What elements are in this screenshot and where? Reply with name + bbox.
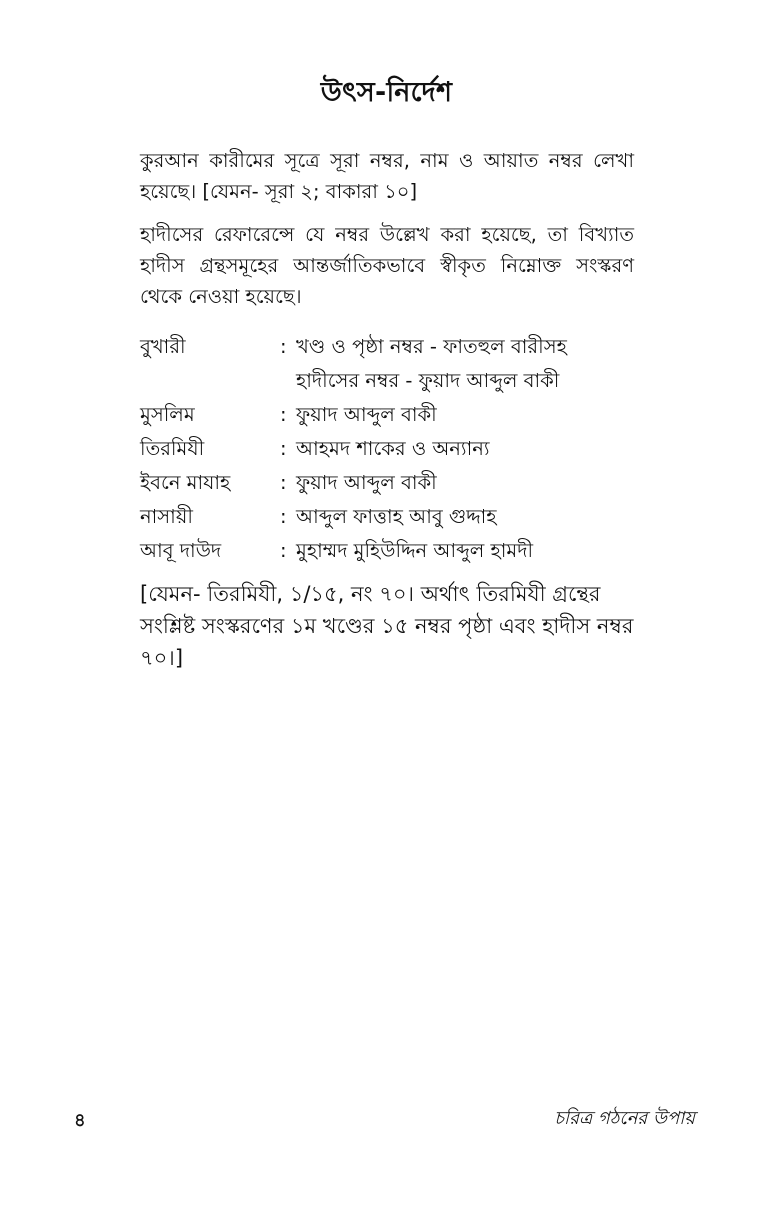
reference-row-bukhari bbox=[140, 330, 634, 398]
reference-name: নাসায়ী bbox=[140, 505, 193, 528]
reference-colon: : bbox=[280, 403, 287, 426]
hadith-reference-paragraph: হাদীসের রেফারেন্সে যে নম্বর উল্লেখ করা হয়েছে, তা বিখ্যাত হাদীস গ্রন্থসমূহের আন্তর্জাতিকভাবে স্বীকৃত নিম্নোক্ত সংস্করণ থেকে নেওয়া হয়েছে। bbox=[140, 223, 634, 308]
reference-detail bbox=[296, 330, 634, 398]
reference-colon: : bbox=[280, 505, 287, 528]
reference-detail-line: হাদীসের নম্বর - ফুয়াদ আব্দুল বাকী bbox=[296, 369, 560, 392]
reference-colon: : bbox=[280, 471, 287, 494]
quran-reference-paragraph: কুরআন কারীমের সূত্রে সূরা নম্বর, নাম ও আয়াত নম্বর লেখা হয়েছে। [যেমন- সূরা ২; বাকারা ১০] bbox=[140, 149, 634, 203]
reference-row-ibn-majah bbox=[140, 466, 634, 500]
page-title: উৎস-নির্দেশ bbox=[320, 77, 453, 108]
reference-row-muslim bbox=[140, 398, 634, 432]
reference-detail-line: আহমদ শাকের ও অন্যান্য bbox=[296, 437, 490, 460]
reference-detail-line: ফুয়াদ আব্দুল বাকী bbox=[296, 403, 437, 426]
reference-detail bbox=[296, 398, 634, 432]
reference-detail bbox=[296, 466, 634, 500]
reference-colon: : bbox=[280, 539, 287, 562]
page-content bbox=[140, 145, 634, 695]
reference-colon: : bbox=[280, 437, 287, 460]
reference-colon: : bbox=[280, 335, 287, 358]
reference-row-nasai bbox=[140, 500, 634, 534]
reference-name: তিরমিযী bbox=[140, 437, 205, 460]
reference-detail-line: আব্দুল ফাত্তাহ আবু গুদ্দাহ bbox=[296, 505, 497, 528]
reference-name: বুখারী bbox=[140, 335, 186, 358]
book-title: চরিত্র গঠনের উপায় bbox=[554, 1108, 695, 1129]
reference-row-abu-dawud bbox=[140, 534, 634, 568]
reference-row-tirmidhi bbox=[140, 432, 634, 466]
reference-detail bbox=[296, 534, 634, 568]
reference-detail-line: মুহাম্মদ মুহিউদ্দিন আব্দুল হামদী bbox=[296, 539, 534, 562]
reference-detail-line: খণ্ড ও পৃষ্ঠা নম্বর - ফাতহুল বারীসহ bbox=[296, 335, 567, 358]
reference-detail bbox=[296, 500, 634, 534]
reference-name: মুসলিম bbox=[140, 403, 195, 426]
example-paragraph: [যেমন- তিরমিযী, ১/১৫, নং ৭০। অর্থাৎ তিরমিযী গ্রন্থের সংশ্লিষ্ট সংস্করণের ১ম খণ্ডের ১৫ নম্বর পৃষ্ঠা এবং হাদীস নম্বর ৭০।] bbox=[140, 582, 634, 670]
reference-table bbox=[140, 330, 634, 568]
reference-detail bbox=[296, 432, 634, 466]
page-number: ৪ bbox=[74, 1110, 86, 1131]
reference-name: ইবনে মাযাহ bbox=[140, 471, 231, 494]
reference-detail-line: ফুয়াদ আব্দুল বাকী bbox=[296, 471, 437, 494]
reference-name: আবূ দাউদ bbox=[140, 539, 222, 562]
